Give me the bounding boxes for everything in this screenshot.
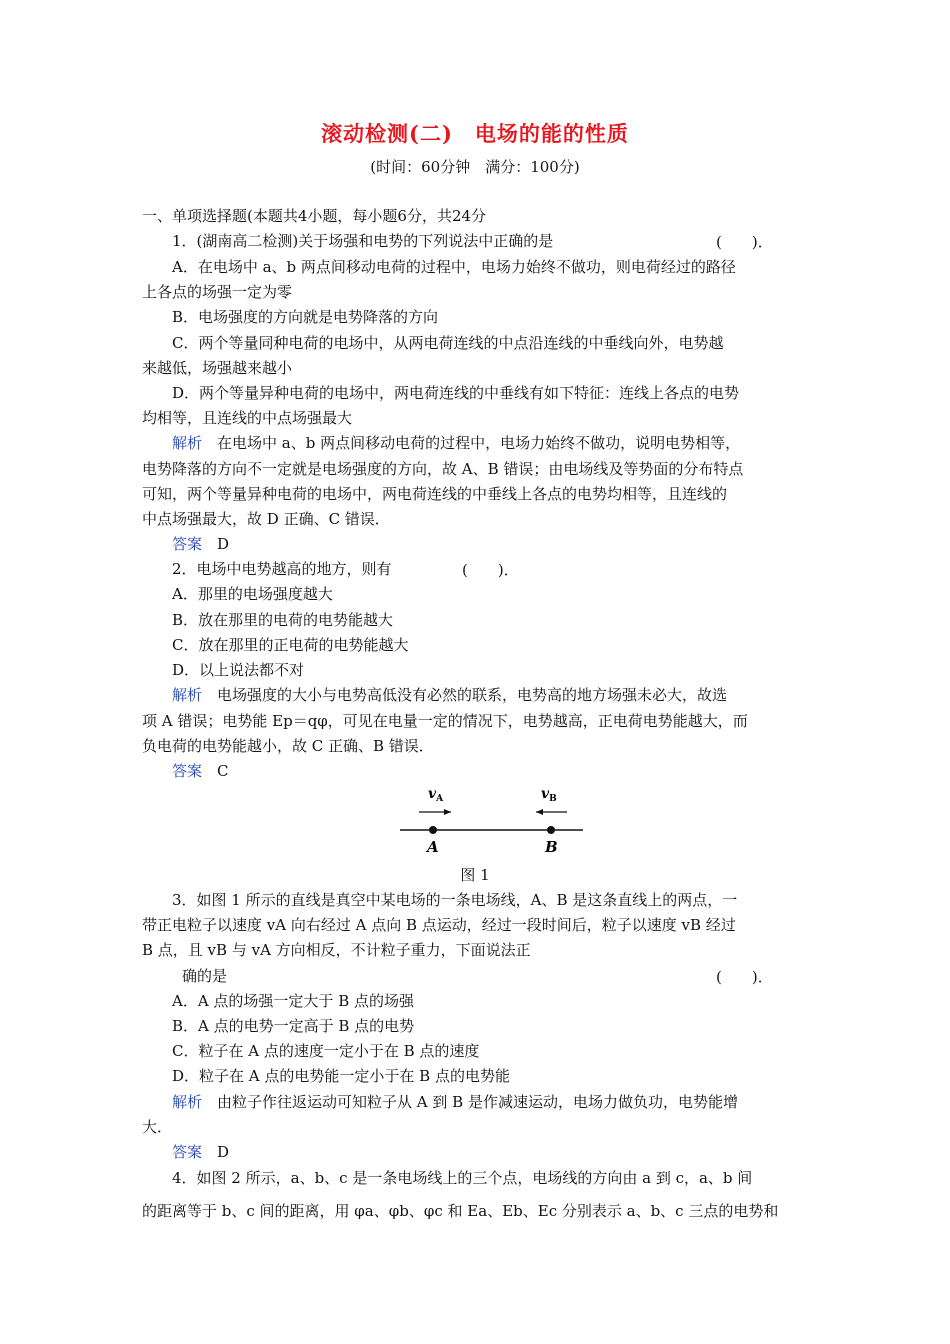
q3-stem-line: B 点，且 vB 与 vA 方向相反，不计粒子重力，下面说法正 [142, 941, 531, 959]
q2-option-c: C．放在那里的正电荷的电势能越大 [172, 636, 409, 654]
q3-paren: ( )． [716, 968, 773, 986]
q1-option-d: D．两个等量异种电荷的电场中，两电荷连线的中垂线有如下特征：连线上各点的电势 [172, 384, 740, 402]
analysis-label: 解析 [172, 434, 203, 452]
arrow-right-head [444, 809, 451, 815]
q2-answer: 答案 C [172, 762, 229, 780]
figure-1 [395, 782, 590, 862]
q1-option-c: C．两个等量同种电荷的电场中，从两电荷连线的中点沿连线的中垂线向外，电势越 [172, 334, 724, 352]
q2-option-a: A．那里的电场强度越大 [172, 585, 333, 603]
q3-stem-line: 确的是 [182, 967, 228, 985]
answer-label: 答案 [172, 762, 203, 780]
answer-label: 答案 [172, 535, 203, 553]
q3-option-a: A．A 点的场强一定大于 B 点的场强 [172, 992, 414, 1010]
answer-label: 答案 [172, 1143, 203, 1161]
point-b-label: B [545, 838, 558, 856]
q1-analysis-line: 可知，两个等量异种电荷的电场中，两电荷连线的中垂线上各点的电势均相等，且连线的 [142, 485, 728, 503]
q3-analysis: 解析 由粒子作往返运动可知粒子从 A 到 B 是作减速运动，电场力做负功，电势能增 [172, 1093, 738, 1111]
q2-stem: 2．电场中电势越高的地方，则有 [172, 560, 392, 578]
q1-answer: 答案 D [172, 535, 230, 553]
q2-analysis-line: 负电荷的电势能越小，故 C 正确、B 错误． [142, 737, 434, 755]
q1-stem: 1．(湖南高二检测)关于场强和电势的下列说法中正确的是 [172, 232, 554, 250]
q3-option-c: C．粒子在 A 点的速度一定小于在 B 点的速度 [172, 1042, 480, 1060]
q4-stem-line: 的距离等于 b、c 间的距离，用 φa、φb、φc 和 Ea、Eb、Ec 分别表示 a、b、c 三点的电势和 [142, 1202, 779, 1220]
section-heading: 一、单项选择题(本题共4小题，每小题6分，共24分 [142, 207, 487, 225]
analysis-label: 解析 [172, 686, 203, 704]
q2-paren: ( )． [462, 561, 519, 579]
velocity-a-label: $v_A$ [428, 786, 444, 804]
page-title: 滚动检测(二) 电场的能的性质 [321, 121, 629, 146]
q1-option-a: A．在电场中 a、b 两点间移动电荷的过程中，电场力始终不做功，则电荷经过的路径 [172, 258, 736, 276]
q1-paren: ( )． [716, 233, 773, 251]
q2-option-b: B．放在那里的电荷的电势能越大 [172, 611, 394, 629]
q3-answer: 答案 D [172, 1143, 230, 1161]
q3-analysis-line: 大． [142, 1118, 173, 1136]
q3-stem: 3．如图 1 所示的直线是真空中某电场的一条电场线，A、B 是这条直线上的两点，一 [172, 891, 738, 909]
q1-analysis-line: 电势降落的方向不一定就是电场强度的方向，故 A、B 错误；由电场线及等势面的分布特点 [142, 460, 744, 478]
q1-analysis: 解析 在电场中 a、b 两点间移动电荷的过程中，电场力始终不做功，说明电势相等， [172, 434, 741, 452]
q3-option-d: D．粒子在 A 点的电势能一定小于在 B 点的电势能 [172, 1067, 510, 1085]
q2-analysis-line: 项 A 错误；电势能 Ep＝qφ，可见在电量一定的情况下，电势越高，正电荷电势能越大，而 [142, 712, 748, 730]
q1-option-a-cont: 上各点的场强一定为零 [142, 283, 293, 301]
q1-analysis-line: 中点场强最大，故 D 正确、C 错误． [142, 510, 390, 528]
point-b [547, 826, 555, 834]
point-a [429, 826, 437, 834]
q2-option-d: D．以上说法都不对 [172, 661, 305, 679]
analysis-label: 解析 [172, 1093, 203, 1111]
point-a-label: A [427, 838, 439, 856]
q1-option-b: B．电场强度的方向就是电势降落的方向 [172, 308, 439, 326]
q1-option-c-cont: 来越低，场强越来越小 [142, 359, 293, 377]
q3-option-b: B．A 点的电势一定高于 B 点的电势 [172, 1017, 415, 1035]
q2-analysis: 解析 电场强度的大小与电势高低没有必然的联系，电势高的地方场强未必大，故选 [172, 686, 728, 704]
arrow-left-head [536, 809, 543, 815]
q1-option-d-cont: 均相等，且连线的中点场强最大 [142, 409, 353, 427]
figure-1-caption: 图 1 [460, 866, 490, 884]
q4-stem: 4．如图 2 所示，a、b、c 是一条电场线上的三个点，电场线的方向由 a 到 c，a、b 间 [172, 1169, 753, 1187]
velocity-b-label: $v_B$ [541, 786, 557, 804]
page-subtitle: (时间：60分钟 满分：100分) [370, 158, 580, 176]
q3-stem-line: 带正电粒子以速度 vA 向右经过 A 点向 B 点运动，经过一段时间后，粒子以速度 vB 经过 [142, 916, 736, 934]
